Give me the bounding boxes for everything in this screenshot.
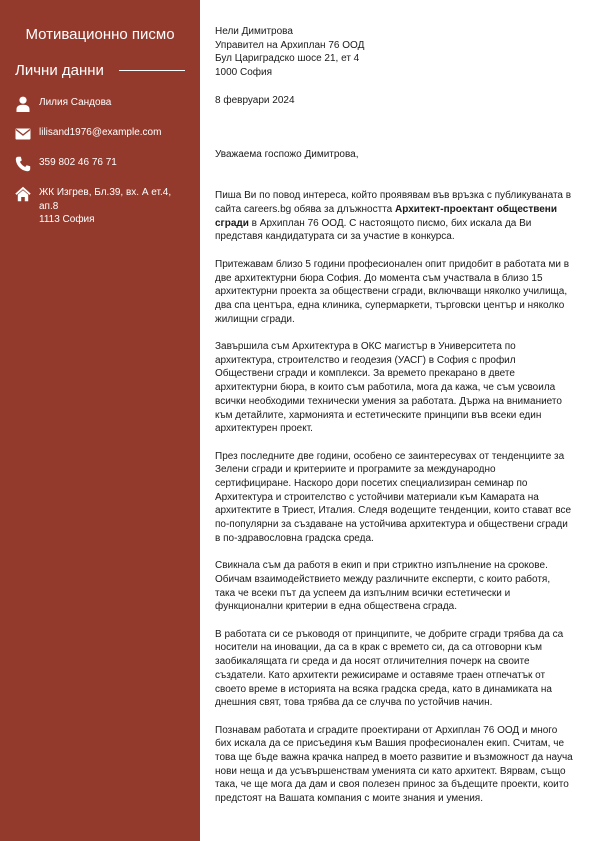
document-title: Мотивационно писмо xyxy=(25,26,175,43)
address-line-1: ЖК Изгрев, Бл.39, вх. А ет.4, ап.8 xyxy=(39,187,172,212)
contact-name xyxy=(15,96,187,112)
applicant-address xyxy=(39,186,187,227)
recipient-block xyxy=(215,25,573,80)
recipient-street: Бул Цариградско шосе 21, ет 4 xyxy=(215,53,360,65)
address-line-2: 1113 София xyxy=(39,214,95,226)
user-icon xyxy=(15,96,31,112)
intro-text-before: Пиша Ви по повод интереса, който проявявам във връзка с публикуваната в сайта careers.bg обява за длъжността xyxy=(215,190,572,215)
heading-divider xyxy=(119,70,185,71)
contact-address xyxy=(15,186,187,227)
applicant-email[interactable]: lilisand1976@example.com xyxy=(39,127,162,138)
paragraph-education: Завършила съм Архитектура в ОКС магистър в Университета по архитектура, строителство и геодезия (УАСГ) в София с профил Обществени сгради и комплекси. За времето прекарано в двете архитектурни бюра, в които съм работила, мога да кажа, че съм усвоила всички необходими технически умения за работата. Държа на вниманието към детайлите, хармонията и естетическите принципи във всеки един архитектурен проект. xyxy=(215,341,562,435)
recipient-title: Управител на Архиплан 76 ООД xyxy=(215,39,365,51)
phone-icon xyxy=(15,156,31,172)
paragraph-green-buildings: През последните две години, особено се заинтересувах от тенденциите за Зелени сгради и критериите и програмите за международно сертифициране. Наскоро дори посетих специализиран семинар по Архитектура и строителство с устойчиви материали към Камарата на архитектите в Триест, Италия. Следя водещите тенденции, които стават все по-популярни за създаване на устойчива архитектура и обществени сгради в по-здравословна градска среда. xyxy=(215,450,572,544)
sidebar xyxy=(0,0,200,841)
contact-phone xyxy=(15,156,187,172)
intro-text-after: в Архиплан 76 ООД. С настоящото писмо, бих искала да Ви представя кандидатурата си за участие в конкурса. xyxy=(215,217,532,243)
salutation: Уважаема госпожо Димитрова, xyxy=(215,149,359,161)
paragraph-teamwork: Свикнала съм да работя в екип и при стриктно изпълнение на сроковe. Обичам взаимодействието между различните експерти, с които работя, така че всеки път да успеем да изпълним всички естетически и функционални критерии в една обществена сграда. xyxy=(215,560,551,613)
paragraph-experience: Притежавам близо 5 години професионален опит придобит в работата ми в две архитектурни бюра София. До момента съм участвала в близо 15 архитектурни проекта за обществени сгради, включващи няколко училища, два спа центъра, една клиника, супермаркети, търговски център и няколко жилищни сгради. xyxy=(215,258,570,325)
letter-date: 8 февруари 2024 xyxy=(215,94,295,106)
applicant-phone[interactable]: 359 802 46 76 71 xyxy=(39,157,117,168)
letter-body xyxy=(215,25,573,820)
recipient-city: 1000 София xyxy=(215,67,273,79)
envelope-icon xyxy=(15,126,31,142)
paragraph-intro xyxy=(215,189,573,244)
contact-email xyxy=(15,126,187,142)
position-title: Архитект-проектант обществени сгради xyxy=(215,204,557,229)
paragraph-principles: В работата си се ръководя от принципите, че добрите сгради трябва да са носители на иновации, да са в крак с времето си, да са отговорни към заобикалящата ги среда и да носят отличителния почерк на своите създатели. Като архитекти режисираме и оставяме траен отпечатък от своето време в историята на всяка градска среда, като в динамиката на днешния свят, това трябва да се случва по устойчив начин. xyxy=(215,628,564,709)
recipient-name: Нели Димитрова xyxy=(215,26,293,37)
home-icon xyxy=(15,186,31,202)
personal-data-heading: Лични данни xyxy=(15,62,104,79)
applicant-name: Лилия Сандова xyxy=(39,97,112,108)
paragraph-closing: Познавам работата и сградите проектирани от Архиплан 76 ООД и много бих искала да се присъединя към Вашия професионален екип. Считам, че това ще бъде важна крачка напред в моето развитие и възможност да науча нови неща и да усъвършенствам уменията си като архитект. Вярвам, също така, че ще мога да дам и своя полезен принос за бъдещите проекти, които предстоят на Вашата компания с моите знания и умения. xyxy=(215,724,573,805)
